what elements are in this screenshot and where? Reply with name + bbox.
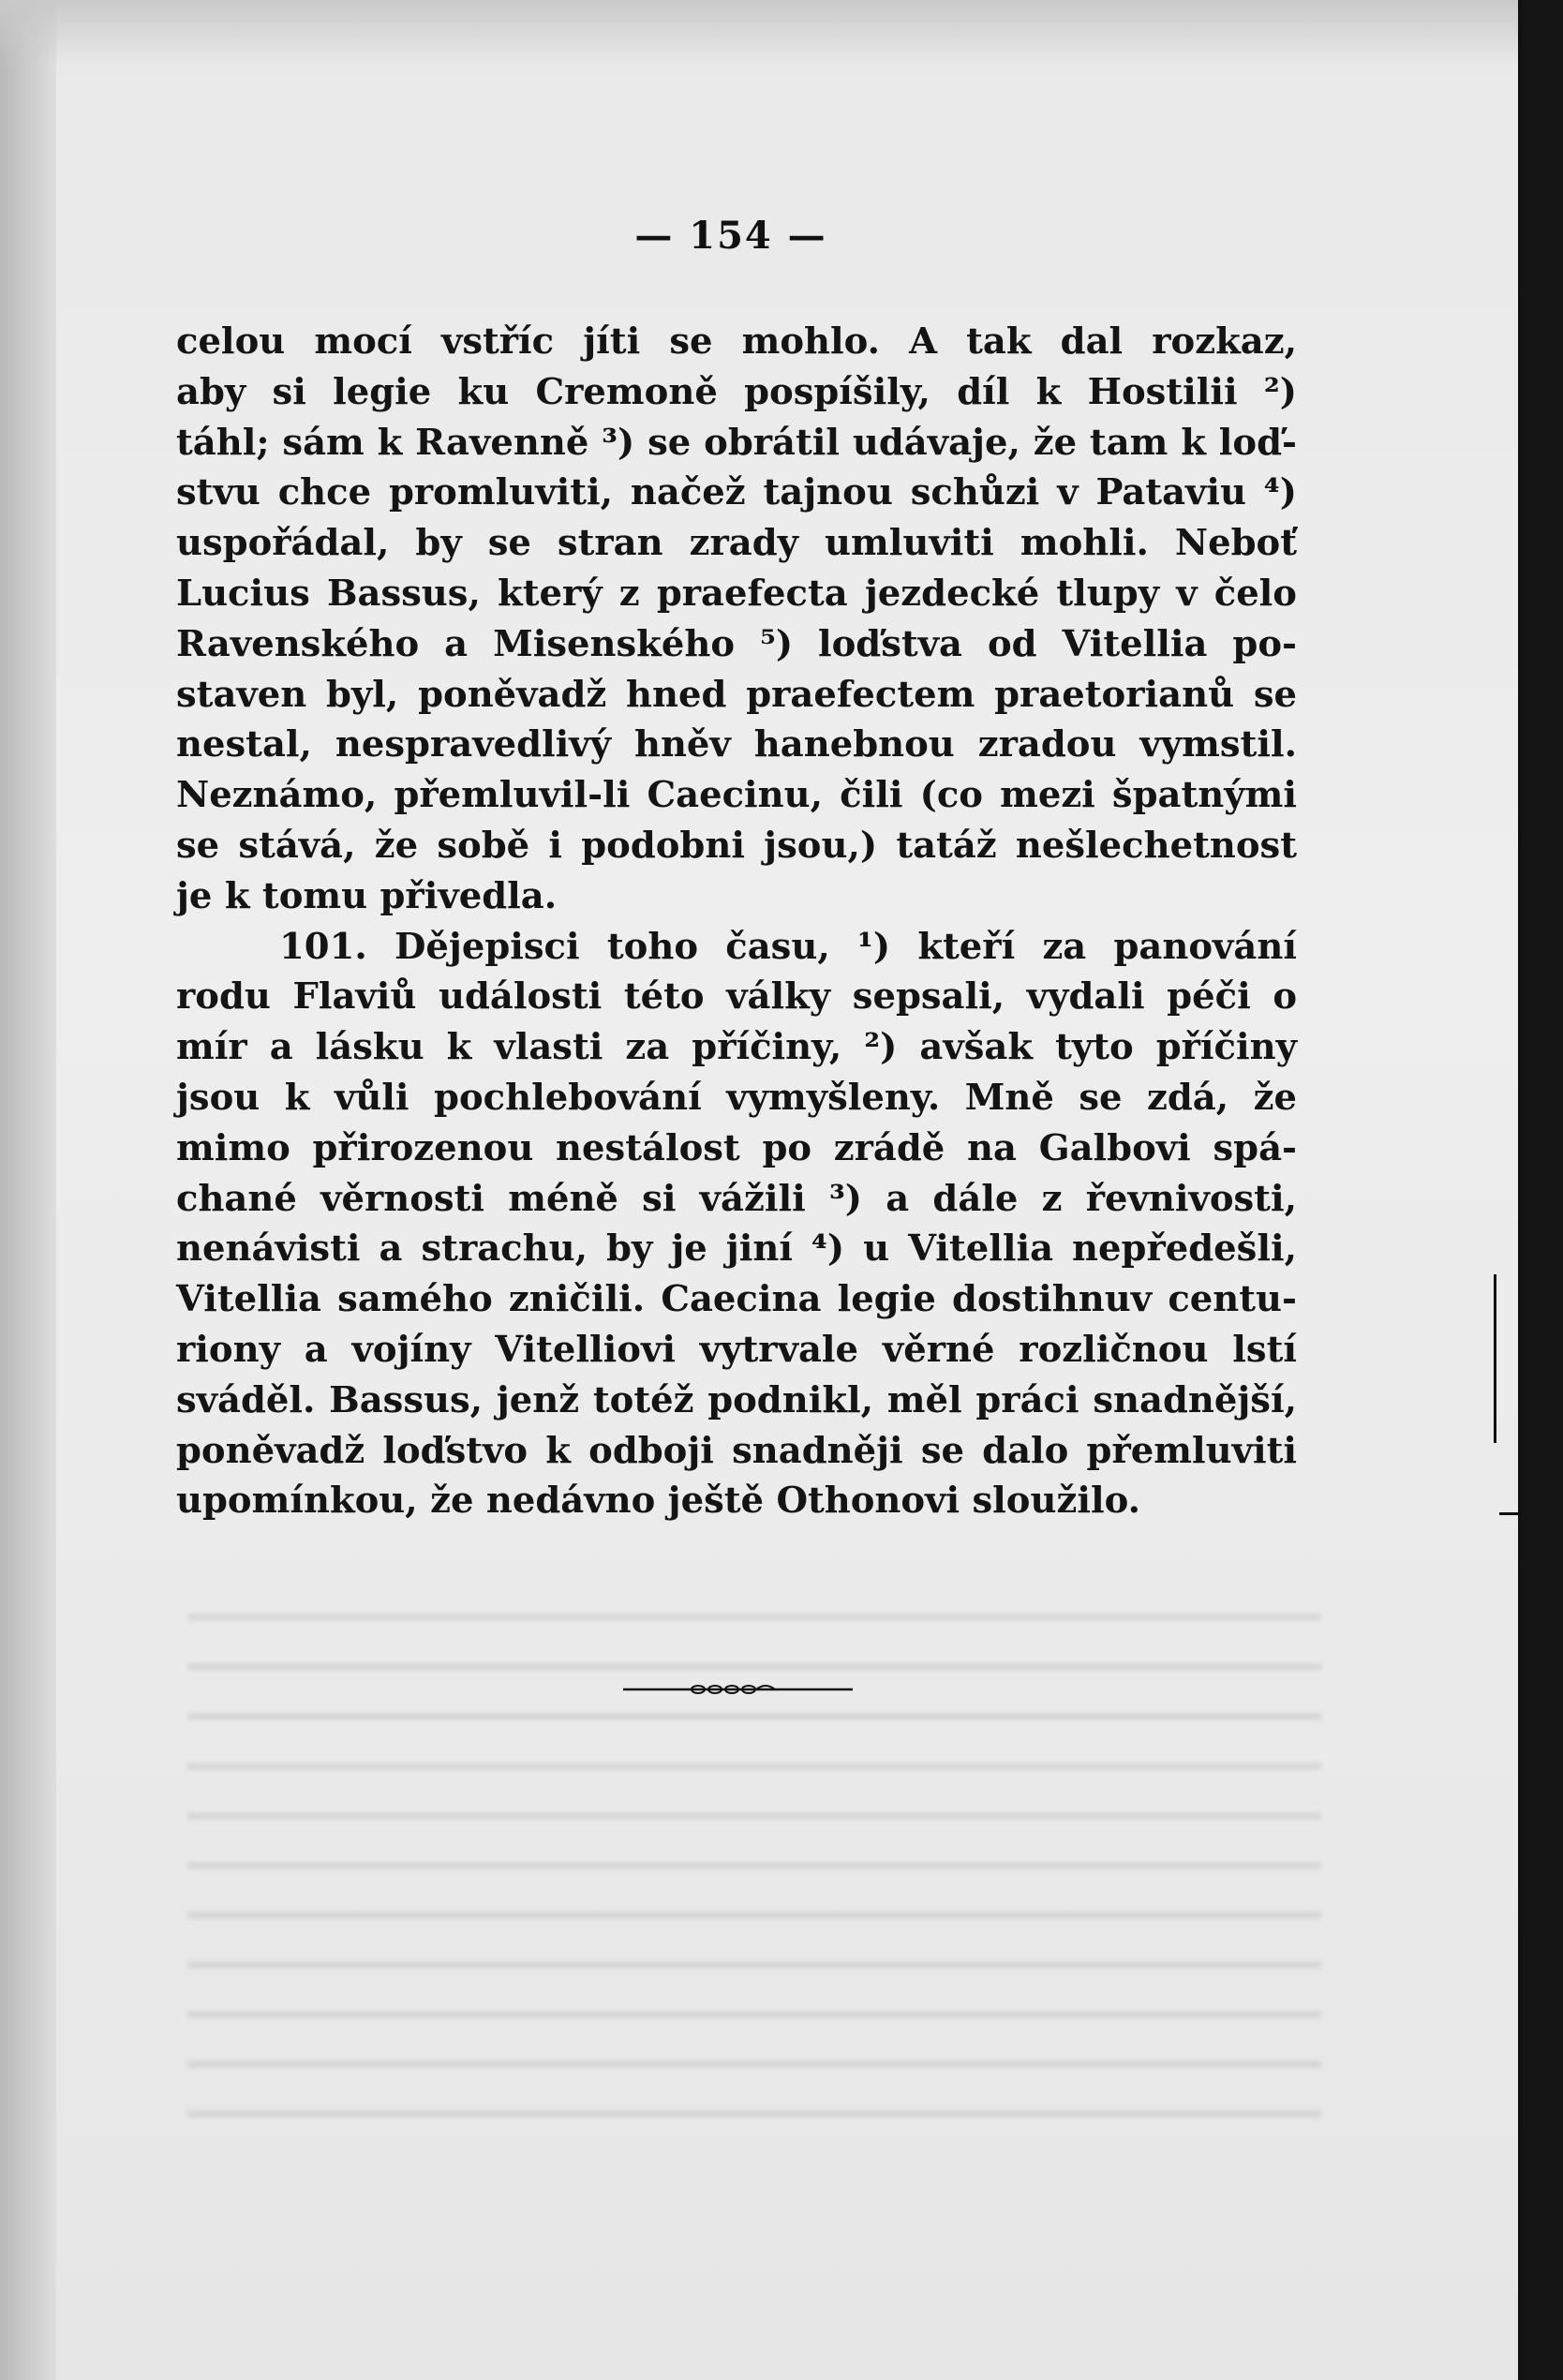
text-line: stvu chce promluviti, načež tajnou schůzi v Pataviu ⁴): [176, 471, 1297, 514]
text-line: uspořádal, by se stran zrady umluviti mohli. Neboť: [176, 522, 1297, 565]
text-line: Lucius Bassus, který z praefecta jezdecké tlupy v čelo: [176, 572, 1297, 615]
text-line: je k tomu přivedla.: [176, 874, 558, 917]
text-line: sváděl. Bassus, jenž totéž podnikl, měl práci snadnější,: [176, 1378, 1297, 1421]
text-line: mimo přirozenou nestálost po zrádě na Galbovi spá-: [176, 1126, 1297, 1169]
page-number-header: — 154 —: [634, 214, 827, 258]
page-edge-mark: [1494, 1274, 1496, 1443]
text-line: rodu Flaviů události této války sepsali, vydali péči o: [176, 975, 1297, 1019]
ornament-divider: [623, 1683, 853, 1696]
page-edge-mark: [1499, 1512, 1518, 1515]
text-line: poněvadž loďstvo k odboji snadněji se dalo přemluviti: [176, 1429, 1297, 1472]
body-text: [176, 317, 1297, 1526]
text-line: aby si legie ku Cremoně pospíšily, díl k Hostilii ²): [176, 370, 1297, 413]
text-line: riony a vojíny Vitelliovi vytrvale věrné rozličnou lstí: [176, 1328, 1297, 1371]
page-edge-line: [1518, 0, 1522, 2380]
text-line: táhl; sám k Ravenně ³) se obrátil udávaje, že tam k loď-: [176, 421, 1297, 464]
bleed-through-text: [187, 1593, 1321, 2118]
text-line: nenávisti a strachu, by je jiní ⁴) u Vitellia nepředešli,: [176, 1227, 1297, 1271]
text-line: mír a lásku k vlasti za příčiny, ²) avšak tyto příčiny: [176, 1026, 1297, 1069]
text-line: 101. Dějepisci toho času, ¹) kteří za panování: [279, 925, 1297, 968]
text-line: Vitellia samého zničili. Caecina legie dostihnuv centu-: [176, 1278, 1297, 1321]
text-line: jsou k vůli pochlebování vymyšleny. Mně se zdá, že: [176, 1076, 1297, 1119]
text-line: se stává, že sobě i podobni jsou,) tatáž nešlechetnost: [176, 824, 1297, 867]
text-line: staven byl, poněvadž hned praefectem praetorianů se: [176, 673, 1297, 716]
text-line: nestal, nespravedlivý hněv hanebnou zradou vymstil.: [176, 723, 1297, 766]
text-line: celou mocí vstříc jíti se mohlo. A tak dal rozkaz,: [176, 320, 1297, 363]
text-line: chané věrnosti méně si vážili ³) a dále z řevnivosti,: [176, 1177, 1297, 1220]
text-line: upomínkou, že nedávno ještě Othonovi sloužilo.: [176, 1480, 1140, 1523]
text-line: Neznámo, přemluvil-li Caecinu, čili (co mezi špatnými: [176, 774, 1297, 817]
text-line: Ravenského a Misenského ⁵) loďstva od Vitellia po-: [176, 622, 1297, 665]
